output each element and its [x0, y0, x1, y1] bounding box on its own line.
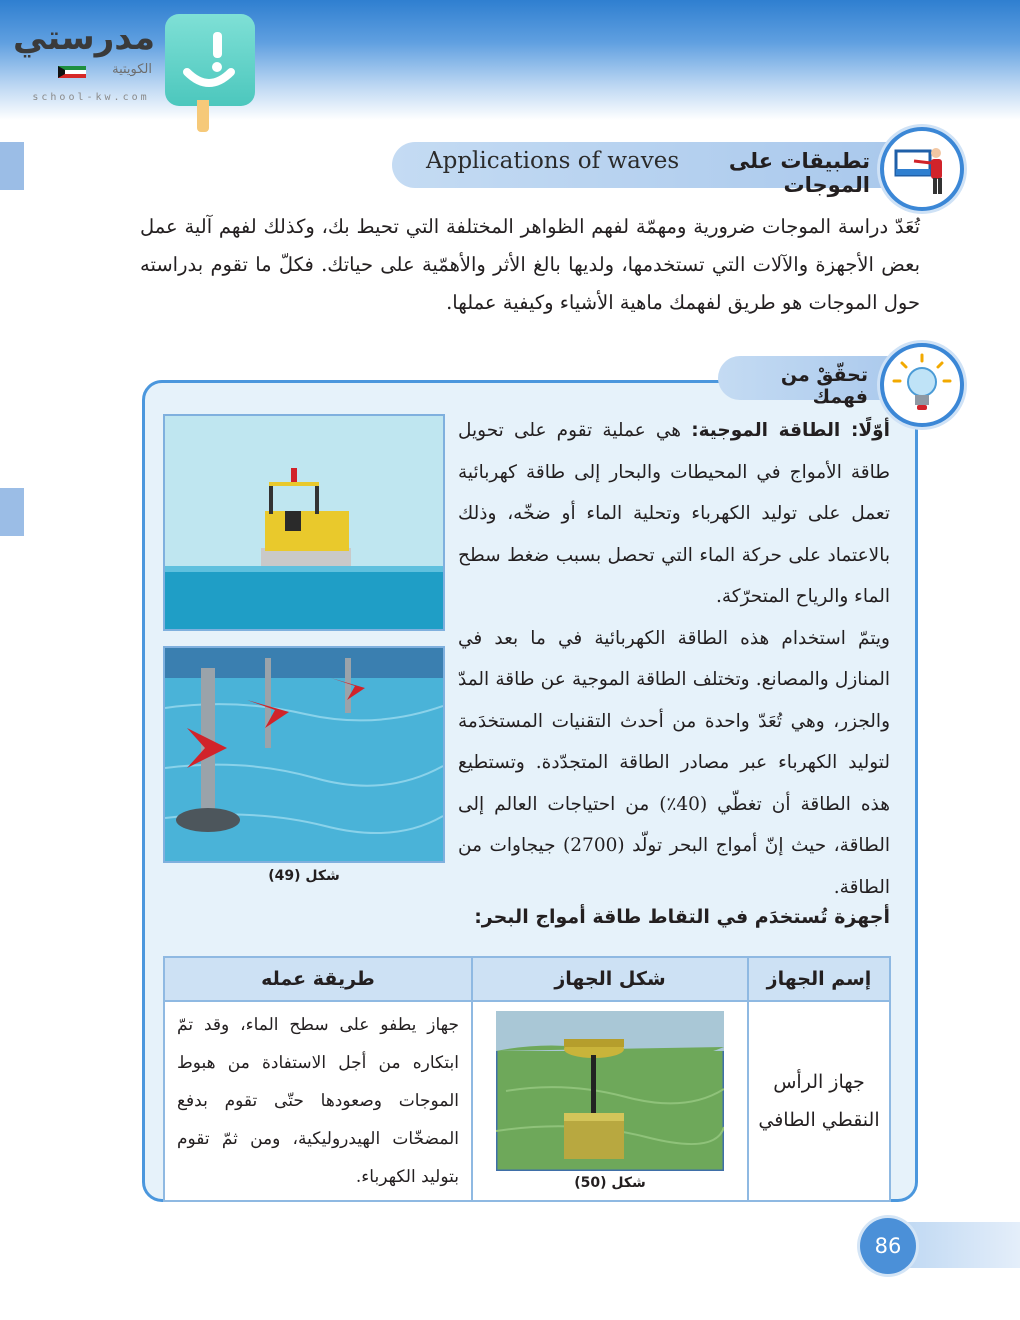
buoy-image: [163, 414, 445, 631]
figure-caption: شكل (50): [574, 1175, 646, 1191]
point-absorber-illustration: [496, 1011, 724, 1171]
wave-energy-text: [458, 410, 890, 908]
teacher-board-icon: [884, 131, 960, 207]
kuwait-flag-icon: [58, 66, 86, 78]
column-header: طريقة عمله: [164, 957, 472, 1001]
side-tab: [0, 488, 24, 536]
logo-title: مدرستي: [13, 18, 155, 58]
device-method: جهاز يطفو على سطح الماء، وقد تمّ ابتكاره من أجل الاستفادة من هبوط الموجات وصعودها حتّى تقوم بدفع المضخّات الهيدروليكية، ومن ثمّ تقوم بتوليد الكهرباء.: [164, 1001, 472, 1201]
device-name: جهاز الرأس النقطي الطافي: [748, 1001, 890, 1201]
wave-energy-paragraph: ويتمّ استخدام هذه الطاقة الكهربائية في ما بعد في المنازل والمصانع. وتختلف الطاقة الموجية عن طاقة المدّ والجزر، وهي تُعَدّ واحدة من أحدث التقنيات المستخدَمة لتوليد الكهرباء عبر مصادر الطاقة المتجدّدة. وتستطيع هذه الطاقة أن تغطّي (40٪) من احتياجات العالم إلى الطاقة، حيث إنّ أمواج البحر تولّد (2700) جيجاوات من الطاقة.: [458, 627, 891, 898]
logo-badge: [165, 14, 255, 106]
side-tab: [0, 142, 24, 190]
section-icon: [880, 127, 964, 211]
turbine-image: [163, 646, 445, 863]
section-title-ar: تطبيقات على الموجات: [728, 149, 870, 197]
logo-subtitle: الكويتية: [112, 62, 152, 77]
check-icon: [880, 343, 964, 427]
wave-energy-definition: هي عملية تقوم على تحويل طاقة الأمواج في المحيطات والبحار إلى طاقة كهربائية تعمل على توليد الكهرباء وتحلية الماء أو ضخّه، وذلك بالاعتماد على حركة الماء التي تحصل بسبب ضغط سطح الماء والرياح المتحرّكة.: [458, 420, 890, 607]
column-header: شكل الجهاز: [472, 957, 748, 1001]
device-figure-cell: [472, 1001, 748, 1201]
table-row: [164, 1001, 890, 1201]
intro-paragraph: تُعَدّ دراسة الموجات ضرورية ومهمّة لفهم الظواهر المختلفة التي تحيط بك، وكذلك لفهم آلية عمل بعض الأجهزة والآلات التي تستخدمها، ولديها بالغ الأثر والأهمّية على حياتك. فكلّ ما تقوم بدراسته حول الموجات هو طريق لفهمك ماهية الأشياء وكيفية عملها.: [140, 215, 920, 314]
check-title: تحقّقْ من فهمك: [780, 364, 868, 408]
page-number: 86: [860, 1218, 916, 1274]
logo-stick: [197, 100, 209, 132]
column-header: إسم الجهاز: [748, 957, 890, 1001]
underwater-turbines-illustration: [165, 648, 443, 861]
lightbulb-icon: [884, 347, 960, 423]
devices-heading: أجهزة تُستخدَم في التقاط طاقة أمواج البحر:: [474, 906, 890, 928]
smile-logo-icon: [165, 14, 255, 106]
logo-url: school-kw.com: [32, 92, 150, 103]
floating-buoy-illustration: [165, 416, 443, 629]
section-title-en: Applications of waves: [426, 148, 680, 174]
wave-energy-label: أوّلًا: الطاقة الموجية:: [691, 420, 890, 441]
devices-table: [163, 956, 891, 1202]
figure-caption: شكل (49): [268, 868, 340, 884]
